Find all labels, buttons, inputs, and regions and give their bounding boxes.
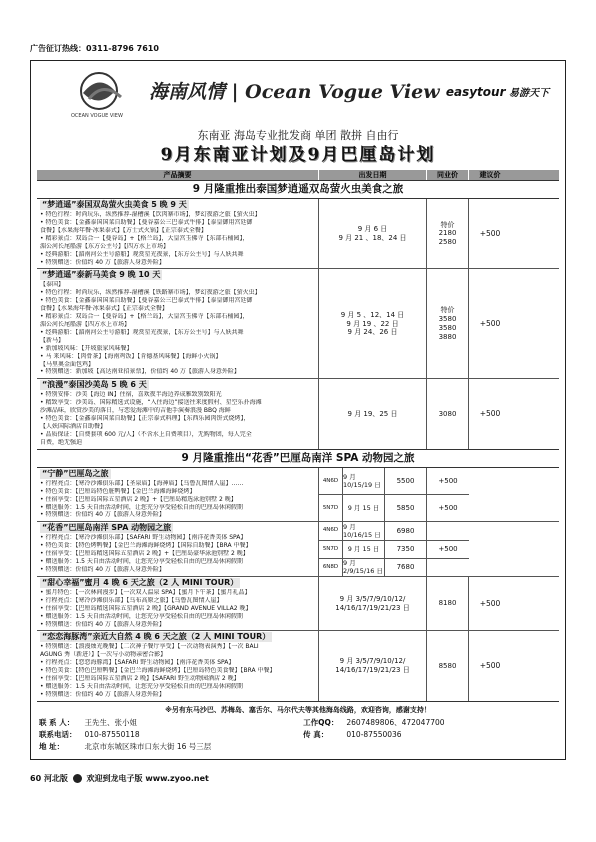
departure-date: 14/16/17/19/21/23 日 [335,603,410,612]
departure-date: 9 月 19 、22 日 [346,319,399,328]
product-info [37,522,319,576]
product-row [37,522,559,577]
product-detail-line: 沙滩品味，欣赏沙美的落日，与恋爱海滩中的吉他手演奏浪漫 BBQ 海鲜 [40,407,231,415]
product-detail-line: • 住宿享受：【巴厘岛精选国际五星酒店 2 晚】【GRAND AVENUE VILLA2 晚】 [40,604,252,612]
page-footer [30,774,209,784]
product-detail-line: • 新加坡风味：【开坡旅家风味餐】 [40,344,133,352]
page-number: 60 [30,774,42,783]
contact-label: 联 系 人： [39,717,75,727]
product-detail-line: 【泰国】 [40,281,65,289]
departure-dates [319,379,427,448]
departure-dates [319,631,427,700]
trade-price-cell [427,379,469,448]
subline: 东南亚 海岛专业批发商 单团 散拼 自由行 [197,129,399,142]
departure-dates [319,269,427,378]
product-detail-line: 湄公河长尾船游【四方水上市场】 [40,321,131,328]
trade-price: 5850 [385,495,427,521]
product-detail-line: • 行程亮点：【恋恋海豚湾】【SAFARI 野生动物园】【南洋花香美体 SPA】 [40,659,235,667]
product-detail-line: • 精彩景点：双岛合一【曼谷岛】+【格兰岛】，大皇宫玉佛寺【东部石桶园】， [40,234,249,242]
departure-dates [319,577,427,631]
qq-value: 2607489806、472047700 [346,717,445,727]
product-detail-line: • 特色美食：【金鑫泰国国菜自助餐】【曼谷嘉公三巴泰式牛排】【泰皇御用宫廷御 [40,297,253,305]
address-label: 地 址： [39,742,65,752]
product-detail-line: 【新马】 [40,336,65,344]
departure-date: 14/16/17/19/21/23 日 [335,666,410,675]
main-banner: 9月东南亚计划及9月巴厘岛计划 [160,144,436,165]
product-detail-line: • 特色美食：【特色烤鸭餐】【金巴兰海滩海鲜烧烤】【国际自助餐】【BRA 中餐】 [40,542,252,550]
globe-icon [73,774,82,783]
price-label: 特价 [440,306,455,315]
departure-row [319,495,469,521]
departure-subtable [319,468,469,522]
departure-date: 9 月 3/5/7/9/10/12/ [339,657,406,666]
brand-slogan: 海南风情 | Ocean Vogue View [149,81,440,103]
product-sections [31,181,565,702]
product-detail-line: • 特别赠送：【浪漫烛光晚餐】【二次神子餐厅享受】【一次动物表演秀】【一次 BALI [40,643,259,651]
product-detail-line: • 行程亮点：【寒冷沙滩俱乐部】【乌布高原之旅】【乌鲁瓦图情人崖】 [40,596,223,604]
phone-value: 010-87550118 [84,729,140,739]
product-name: “梦逍遥”泰国双岛萤火虫美食 5 晚 9 天 [42,200,187,210]
departure-dates [319,199,427,268]
tour-code: 6N8D [319,559,343,576]
price-label: 特价 [440,220,455,229]
product-detail-line: • 精致享受：沙美岛、国际精选式设施，“入住海边”接送往来度假村、星空乐扑海滩 [40,399,262,407]
site-label: 欢迎到龙电子版 www.zyoo.net [86,774,209,783]
suggest-price: +500 [479,661,501,671]
ad-frame [30,60,566,760]
trade-price-cell [427,631,469,700]
product-detail-line: • 特别赠送：价值约 40 万【旅游人身意外险】 [40,620,165,628]
product-detail-line: • 马 来风味：【肉骨茶】【海南鸡饭】【肯德基风味餐】【海鲜小火锅】 [40,352,222,360]
product-detail-line: • 蜜月特色：【一次林间漫步】【一次双人温泉 SPA】【蜜月下午茶】【蜜月礼品】 [40,588,251,596]
product-row [37,199,559,269]
product-detail-line: • 特色美食：【特色巴厘鸭餐】【金巴兰海滩海鲜烧烤】【巴厘岛特色美食餐】【BRA 中餐】 [40,667,276,675]
trade-price: 5500 [385,468,427,494]
departure-date: 9 月 15 日 [343,495,385,521]
product-detail-line: 食餐】【水果海年餐·冰果泰式】【方士式火锅】【正宗泰式全餐】 [40,226,207,234]
suggest-price [427,522,469,539]
partner-name: easytour [445,85,506,99]
departure-date: 9 月 10/15/19 日 [343,468,385,494]
trade-price: 7350 [385,541,427,558]
departure-date: 9 月 24、26 日 [347,328,398,337]
address-value: 北京市东城区珠市口东大街 16 号三层 [84,742,212,752]
header-summary: 产品摘要 [37,170,319,180]
header-trade-price: 同业价 [427,170,469,180]
product-detail-line: • 赠送服务：1.5 天自由活动时间，让您充分享受轻松自由的巴厘岛休闲假期 [40,682,243,690]
product-detail-line: • 行程亮点：【寒冷沙滩俱乐部】【SAFARI 野生动物园】【南洋花香美体 SPA】 [40,534,247,542]
suggest-price: +500 [479,319,501,329]
product-detail-line: • 住宿享受：【巴厘岛国际五星酒店 2 晚】【SAFARI 野生动物园酒店 2 晚】 [40,675,240,683]
tour-code: 5N7D [319,541,343,558]
departure-row [319,541,469,559]
phone-label: 联系电话： [39,729,77,739]
departure-date: 9 月 3/5/7/9/10/12/ [339,594,406,603]
product-detail-line: • 特别赠送：价值约 40 万【旅游人身意外险】 [40,690,165,698]
departure-date: 9 月 21 、18、24 日 [338,233,407,242]
header-date: 出发日期 [319,170,427,180]
departure-row [319,559,469,576]
product-row [37,269,559,379]
fax-label: 传 真： [303,729,329,739]
trade-price: 3580 [438,323,457,332]
departure-date: 9 月 19、25 日 [347,409,398,418]
table-header [37,170,559,181]
product-detail-line: • 品质保证：【自费套项 600 元/人】（不含水上自费项目），无购物团，每人完全 [40,430,252,438]
product-name: “花香”巴厘岛南洋 SPA 动物园之旅 [42,523,172,533]
suggest-price: +500 [479,229,501,239]
product-row [37,631,559,700]
product-info [37,379,319,448]
departure-date: 9 月 10/16/15 日 [343,522,385,539]
product-info [37,577,319,631]
departure-date: 9 月 6 日 [357,225,388,234]
suggest-price: +500 [438,544,458,553]
fax-value: 010-87550036 [346,729,402,739]
tour-code: 4N6D [319,522,343,539]
tour-code: 5N7D [319,495,343,521]
product-row [37,379,559,448]
product-row [37,577,559,632]
product-name: “宁静”巴厘岛之旅 [42,468,109,478]
departure-date: 9 月 2/9/15/16 日 [343,559,385,576]
suggest-price [427,559,469,576]
trade-price: 7680 [385,559,427,576]
product-detail-line: • 特别安排：沙美【海边 IN】住宿，喜欢夜半海边养成雅致别致阳光 [40,391,222,399]
contact-value: 王先生、张小姐 [84,717,137,727]
brand-header [31,61,565,129]
trade-price: 3080 [438,409,457,418]
product-detail-line: • 特别赠送：价值约 40 万【旅游人身意外险】 [40,565,165,573]
product-detail-line: 食餐】【水果海年餐·冰果泰式】【正宗泰式全餐】 [40,305,168,313]
edition-label: 河北版 [43,774,68,783]
tour-code: 4N6D [319,468,343,494]
product-detail-line: • 特色美食：【金鑫泰国国菜自助餐】【曼谷嘉公三巴泰式牛排】【泰皇御用宫廷御 [40,219,253,227]
departure-date: 9 月 5 、12、14 日 [340,310,405,319]
product-name: “甜心幸福”蜜月 4 晚 6 天之旅（2 人 MINI TOUR） [42,577,239,587]
footnote: ※另有东马沙巴、苏梅岛、塞舌尔、马尔代夫等其他海岛线路，欢迎咨询，感谢支持！ [165,705,431,714]
product-detail-line: • 住宿享受：【巴厘岛精选国际五星酒店 2 晚】+【巴厘岛豪华泳池别墅 2 晚】 [40,550,249,558]
trade-price: 6980 [385,522,427,539]
product-name: “恋恋海豚湾”亲近大自然 4 晚 6 天之旅（2 人 MINI TOUR） [42,632,271,642]
product-detail-line: • 经典游船：【湄南河公主号游船】观赏星光夜景，【东方公主号】与人妖共舞 [40,328,244,336]
trade-price: 2580 [438,238,457,247]
product-info [37,631,319,700]
logo-caption: OCEAN VOGUE VIEW [71,113,123,119]
product-detail-line: • 赠送服务：1.5 天自由活动时间，让您充分享受轻松自由的巴厘岛休闲假期 [40,612,243,620]
section-title: 9 月隆重推出“花香”巴厘岛南洋 SPA 动物园之旅 [37,450,559,468]
product-section [37,181,559,450]
product-detail-line: • 特别赠送：价值约 40 万【旅游人身意外险】 [40,258,165,266]
header-suggest-price: 建议价 [479,171,501,179]
qq-label: 工作QQ： [303,717,339,727]
trade-price: 3580 [438,315,457,324]
product-detail-line: AGUNG 秀（新进）】【一次与小动物亲密合影】 [40,651,167,659]
suggest-price: +500 [479,409,501,419]
product-row [37,468,559,523]
trade-price-cell [427,269,469,378]
product-detail-line: • 特色美食：【金鑫泰国国菜自助餐】【正宗泰式料理】【东西乐园肉饼式烧烤】， [40,415,250,423]
trade-price: 2180 [438,229,457,238]
departure-row [319,468,469,495]
product-detail-line: • 赠送服务：1.5 天自由活动时间，让您充分享受轻松自由的巴厘岛休闲假期 [40,503,243,511]
trade-price-cell [427,577,469,631]
contact-block [39,718,557,752]
product-name: “梦逍遥”泰新马美食 9 晚 10 天 [42,270,161,280]
suggest-price: +500 [438,476,458,485]
product-detail-line: 【人妖国际酒店自助餐】 [40,422,107,430]
ad-hotline: 广告征订热线：0311-8796 7610 [30,44,159,53]
product-info [37,468,319,522]
product-detail-line: • 精彩景点：双岛合一【曼谷岛】+【格兰岛】，大皇宫玉佛寺【东部石桶园】， [40,313,249,321]
suggest-price: +500 [438,503,458,512]
product-detail-line: • 经典游船：【湄南河公主号游船】观赏星光夜景，【东方公主号】与人妖共舞 [40,250,244,258]
product-detail-line: • 特别赠送：价值约 40 万【旅游人身意外险】 [40,511,165,519]
suggest-price: +500 [479,598,501,608]
product-detail-line: • 赠送服务：1.5 天自由活动时间，让您充分享受轻松自由的巴厘岛休闲假期 [40,558,243,566]
trade-price-cell [427,199,469,268]
departure-subtable [319,522,469,576]
partner-logo [446,85,549,101]
product-detail-line: • 特色美食：【巴厘岛特色脏鸭餐】【金巴兰海滩海鲜烧烤】 [40,487,196,495]
product-info [37,199,319,268]
trade-price: 8180 [438,599,457,608]
product-detail-line: • 行程亮点：【寒冷沙滩俱乐部】【圣泉庙】【海神庙】【乌鲁瓦图情人崖】…… [40,479,244,487]
trade-price: 8580 [438,661,457,670]
product-info [37,269,319,378]
product-detail-line: 湄公河长尾船游【东方公主号】【四方水上市场】 [40,242,170,250]
departure-row [319,522,469,540]
trade-price: 3880 [438,332,457,341]
product-detail-line: • 特别赠送：新加坡【高达南亚招景票】，价值约 40 万【旅游人身意外险】 [40,368,240,376]
product-name: “浪漫”泰国沙美岛 5 晚 6 天 [42,380,147,390]
product-section [37,450,559,702]
partner-name-cn: 易游天下 [509,88,549,99]
product-detail-line: 【马里奥金面包鸡】 [40,360,95,368]
section-title: 9 月隆重推出泰国梦逍遥双岛萤火虫美食之旅 [37,181,559,199]
product-detail-line: • 特色行程：时尚玩乐，纵然推荐-湿槽溪【饮肉寨市场】，梦幻夜游之旅【萤火虫】 [40,211,261,219]
product-detail-line: • 特色行程：时尚玩乐，纵然推荐-湿槽溪【铁路寨市场】，梦幻夜游之旅【萤火虫】 [40,289,261,297]
ocean-logo-icon [69,69,153,119]
departure-date: 9 月 15 日 [343,541,385,558]
product-detail-line: • 住宿享受：【巴厘岛国际五星酒店 2 晚】+【巴厘岛精选泳池别墅 2 晚】 [40,495,237,503]
product-detail-line: 自费，绝无强迫 [40,438,83,446]
